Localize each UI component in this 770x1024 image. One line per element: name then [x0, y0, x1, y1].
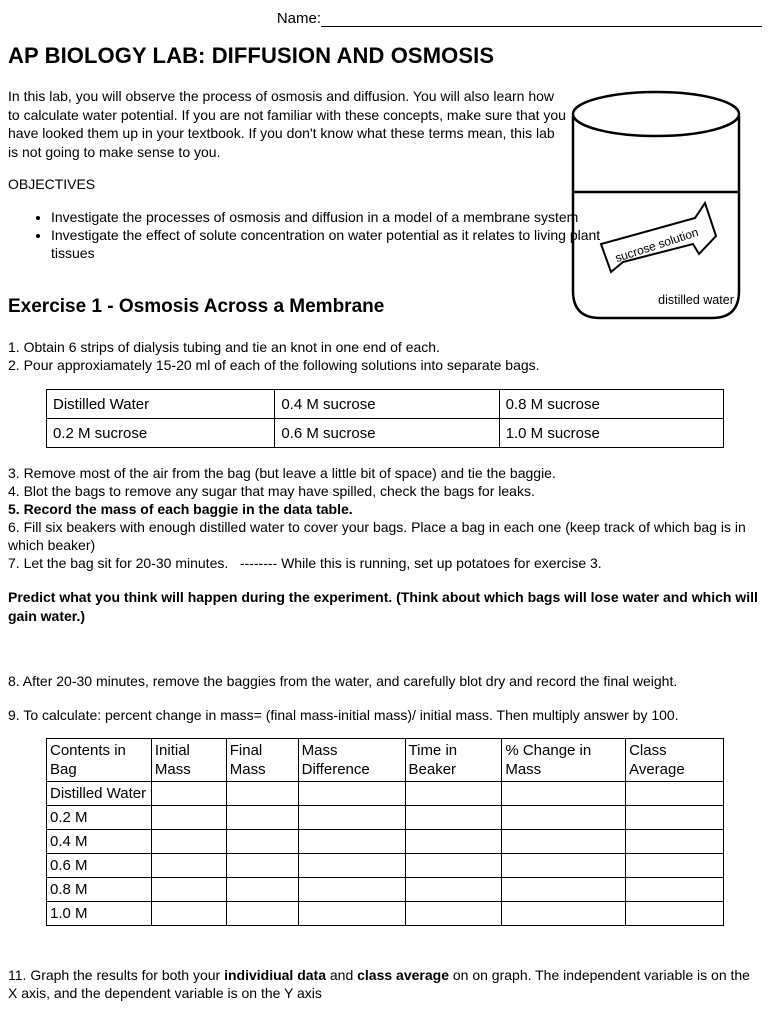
table-cell[interactable] [151, 806, 226, 830]
table-row [47, 806, 724, 830]
step-6: 6. Fill six beakers with enough distilled water to cover your bags. Place a bag in each one (keep track of which bag is in which beaker) [8, 519, 746, 553]
table-cell[interactable] [502, 878, 626, 902]
table-cell[interactable] [502, 830, 626, 854]
table-cell: 0.8 M sucrose [499, 390, 723, 419]
table-cell[interactable] [226, 902, 298, 926]
table-cell[interactable] [405, 878, 502, 902]
table-cell[interactable] [502, 782, 626, 806]
table-cell: 1.0 M sucrose [499, 419, 723, 448]
table-cell[interactable] [151, 830, 226, 854]
name-label: Name: [276, 10, 321, 27]
table-cell: 0.6 M sucrose [275, 419, 499, 448]
row-label: 0.4 M [47, 830, 152, 854]
step-2: 2. Pour approxiamately 15-20 ml of each of the following solutions into separate bags. [8, 357, 540, 373]
step-11-text: on on graph. The independent variable is on the X axis, and the dependent variable is on the Y axis [8, 967, 750, 1001]
column-header: Final Mass [226, 739, 298, 782]
column-header: Initial Mass [151, 739, 226, 782]
step-3: 3. Remove most of the air from the bag (but leave a little bit of space) and tie the baggie. [8, 465, 556, 481]
step-7: 7. Let the bag sit for 20-30 minutes. -------- While this is running, set up potatoes for exercise 3. [8, 555, 602, 571]
table-cell[interactable] [298, 830, 405, 854]
step-11-text: and [325, 967, 358, 983]
table-row [47, 878, 724, 902]
row-label: 0.2 M [47, 806, 152, 830]
row-label: 0.6 M [47, 854, 152, 878]
table-row [47, 390, 724, 419]
step-11-emphasis: class average [357, 967, 449, 983]
table-cell[interactable] [626, 806, 724, 830]
table-row [47, 782, 724, 806]
step-11-emphasis: individiual data [224, 967, 326, 983]
column-header: Time in Beaker [405, 739, 502, 782]
column-header: Contents in Bag [47, 739, 152, 782]
row-label: 0.8 M [47, 878, 152, 902]
table-cell: 0.4 M sucrose [275, 390, 499, 419]
table-cell[interactable] [226, 854, 298, 878]
prediction-prompt: Predict what you think will happen during the experiment. (Think about which bags will lose water and which will gain water.) [8, 589, 758, 624]
column-header: Mass Difference [298, 739, 405, 782]
objective-item: • Investigate the effect of solute concentration on water potential as it relates to living plant tissues [51, 226, 611, 262]
page-title: AP BIOLOGY LAB: DIFFUSION AND OSMOSIS [8, 43, 495, 68]
table-cell[interactable] [298, 902, 405, 926]
table-cell: Distilled Water [47, 390, 275, 419]
exercise-title: Exercise 1 - Osmosis Across a Membrane [8, 296, 385, 317]
table-cell[interactable] [226, 782, 298, 806]
table-cell[interactable] [626, 902, 724, 926]
intro-paragraph: In this lab, you will observe the process of osmosis and diffusion. You will also learn how to calculate water potential. If you are not familiar with these concepts, make sure that you have looked them up in your textbook. If you don't know what these terms mean, this lab is not going to make sense to you. [8, 88, 566, 160]
column-header: % Change in Mass [502, 739, 626, 782]
table-cell[interactable] [151, 854, 226, 878]
table-cell[interactable] [226, 878, 298, 902]
table-cell[interactable] [298, 782, 405, 806]
column-header: Class Average [626, 739, 724, 782]
table-cell[interactable] [298, 806, 405, 830]
table-cell[interactable] [151, 782, 226, 806]
step-9: 9. To calculate: percent change in mass= (final mass-initial mass)/ initial mass. Then multiply answer by 100. [8, 707, 679, 723]
step-5: 5. Record the mass of each baggie in the data table. [8, 501, 353, 517]
solutions-table [46, 389, 724, 448]
table-cell[interactable] [298, 878, 405, 902]
table-row [47, 419, 724, 448]
table-cell[interactable] [502, 902, 626, 926]
table-cell[interactable] [151, 902, 226, 926]
step-11-text: 11. Graph the results for both your [8, 967, 225, 983]
objective-item: • Investigate the processes of osmosis and diffusion in a model of a membrane system [51, 208, 611, 226]
name-field [277, 10, 762, 27]
table-cell[interactable] [405, 902, 502, 926]
row-label: Distilled Water [47, 782, 152, 806]
step-11 [8, 966, 763, 1002]
objectives-list [8, 208, 611, 262]
table-cell[interactable] [626, 782, 724, 806]
row-label: 1.0 M [47, 902, 152, 926]
step-4: 4. Blot the bags to remove any sugar that may have spilled, check the bags for leaks. [8, 483, 535, 499]
table-row [47, 854, 724, 878]
table-cell[interactable] [502, 806, 626, 830]
step-8: 8. After 20-30 minutes, remove the baggies from the water, and carefully blot dry and record the final weight. [8, 673, 678, 689]
bag-label: sucrose solution [613, 224, 701, 266]
table-cell[interactable] [226, 830, 298, 854]
table-cell: 0.2 M sucrose [47, 419, 275, 448]
table-cell[interactable] [626, 830, 724, 854]
table-cell[interactable] [298, 854, 405, 878]
step-1: 1. Obtain 6 strips of dialysis tubing and tie an knot in one end of each. [8, 339, 440, 355]
jar-illustration [565, 86, 745, 324]
table-cell[interactable] [626, 854, 724, 878]
table-cell[interactable] [405, 854, 502, 878]
data-table [46, 738, 724, 926]
dialysis-bag-icon [601, 203, 716, 272]
table-cell[interactable] [405, 830, 502, 854]
table-cell[interactable] [626, 878, 724, 902]
name-blank-line [321, 10, 762, 27]
table-cell[interactable] [151, 878, 226, 902]
table-header-row [47, 739, 724, 782]
objectives-heading: OBJECTIVES [8, 176, 96, 192]
table-row [47, 902, 724, 926]
table-cell[interactable] [226, 806, 298, 830]
jar-label: distilled water [658, 293, 734, 307]
table-row [47, 830, 724, 854]
table-cell[interactable] [502, 854, 626, 878]
table-cell[interactable] [405, 782, 502, 806]
table-cell[interactable] [405, 806, 502, 830]
